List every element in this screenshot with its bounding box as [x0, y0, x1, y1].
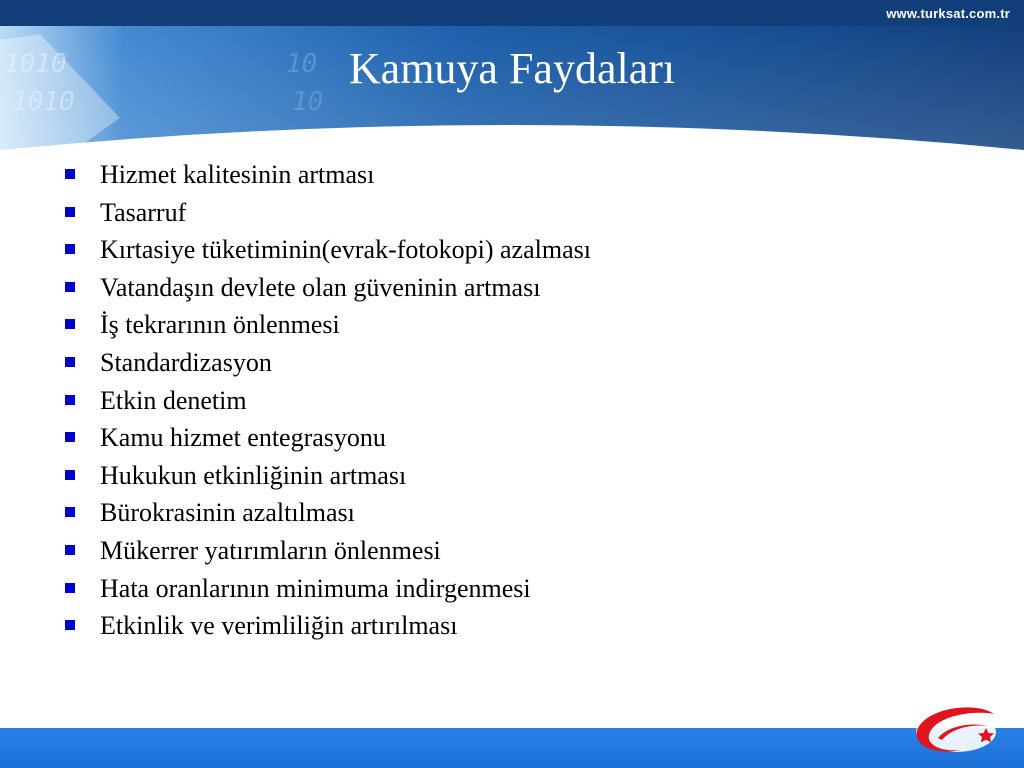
list-item — [62, 269, 591, 307]
list-item-text: Bürokrasinin azaltılması — [100, 498, 355, 528]
square-bullet-icon — [65, 432, 75, 442]
square-bullet-icon — [65, 282, 75, 292]
list-item-text: Hata oranlarının minimuma indirgenmesi — [100, 573, 531, 603]
square-bullet-icon — [65, 545, 75, 555]
list-item — [62, 457, 591, 495]
top-bar — [0, 0, 1024, 26]
square-bullet-icon — [65, 357, 75, 367]
list-item — [62, 156, 591, 194]
svg-text:10: 10 — [292, 87, 324, 117]
list-item-text: Standardizasyon — [100, 347, 272, 377]
header-banner — [0, 0, 1024, 160]
turksat-logo-icon — [908, 698, 1008, 762]
square-bullet-icon — [65, 470, 75, 480]
list-item — [62, 607, 591, 645]
svg-text:10: 10 — [286, 49, 318, 79]
list-item — [62, 494, 591, 532]
list-item — [62, 231, 591, 269]
square-bullet-icon — [65, 244, 75, 254]
square-bullet-icon — [65, 169, 75, 179]
list-item-text: Hukukun etkinliğinin artması — [100, 460, 407, 490]
list-item-text: Kırtasiye tüketiminin(evrak-fotokopi) azalması — [100, 235, 591, 265]
list-item-text: Kamu hizmet entegrasyonu — [100, 423, 386, 453]
square-bullet-icon — [65, 207, 75, 217]
list-item-text: Etkin denetim — [100, 385, 247, 415]
list-item — [62, 382, 591, 420]
list-item-text: Mükerrer yatırımların önlenmesi — [100, 535, 441, 565]
list-item — [62, 194, 591, 232]
page-title: Kamuya Faydaları — [348, 44, 676, 93]
square-bullet-icon — [65, 395, 75, 405]
list-item — [62, 570, 591, 608]
square-bullet-icon — [65, 507, 75, 517]
list-item-text: Vatandaşın devlete olan güveninin artması — [100, 272, 541, 302]
square-bullet-icon — [65, 583, 75, 593]
list-item — [62, 532, 591, 570]
list-item-text: İş tekrarının önlenmesi — [100, 310, 340, 340]
square-bullet-icon — [65, 620, 75, 630]
site-url[interactable]: www.turksat.com.tr — [886, 6, 1010, 21]
svg-text:1010: 1010 — [4, 49, 67, 79]
footer-bar — [0, 728, 1024, 768]
svg-text:1010: 1010 — [12, 87, 75, 117]
list-item — [62, 306, 591, 344]
list-item — [62, 344, 591, 382]
list-item — [62, 419, 591, 457]
list-item-text: Tasarruf — [100, 197, 187, 227]
list-item-text: Etkinlik ve verimliliğin artırılması — [100, 611, 458, 641]
list-item-text: Hizmet kalitesinin artması — [100, 160, 375, 189]
bullet-list — [62, 156, 591, 645]
square-bullet-icon — [65, 319, 75, 329]
